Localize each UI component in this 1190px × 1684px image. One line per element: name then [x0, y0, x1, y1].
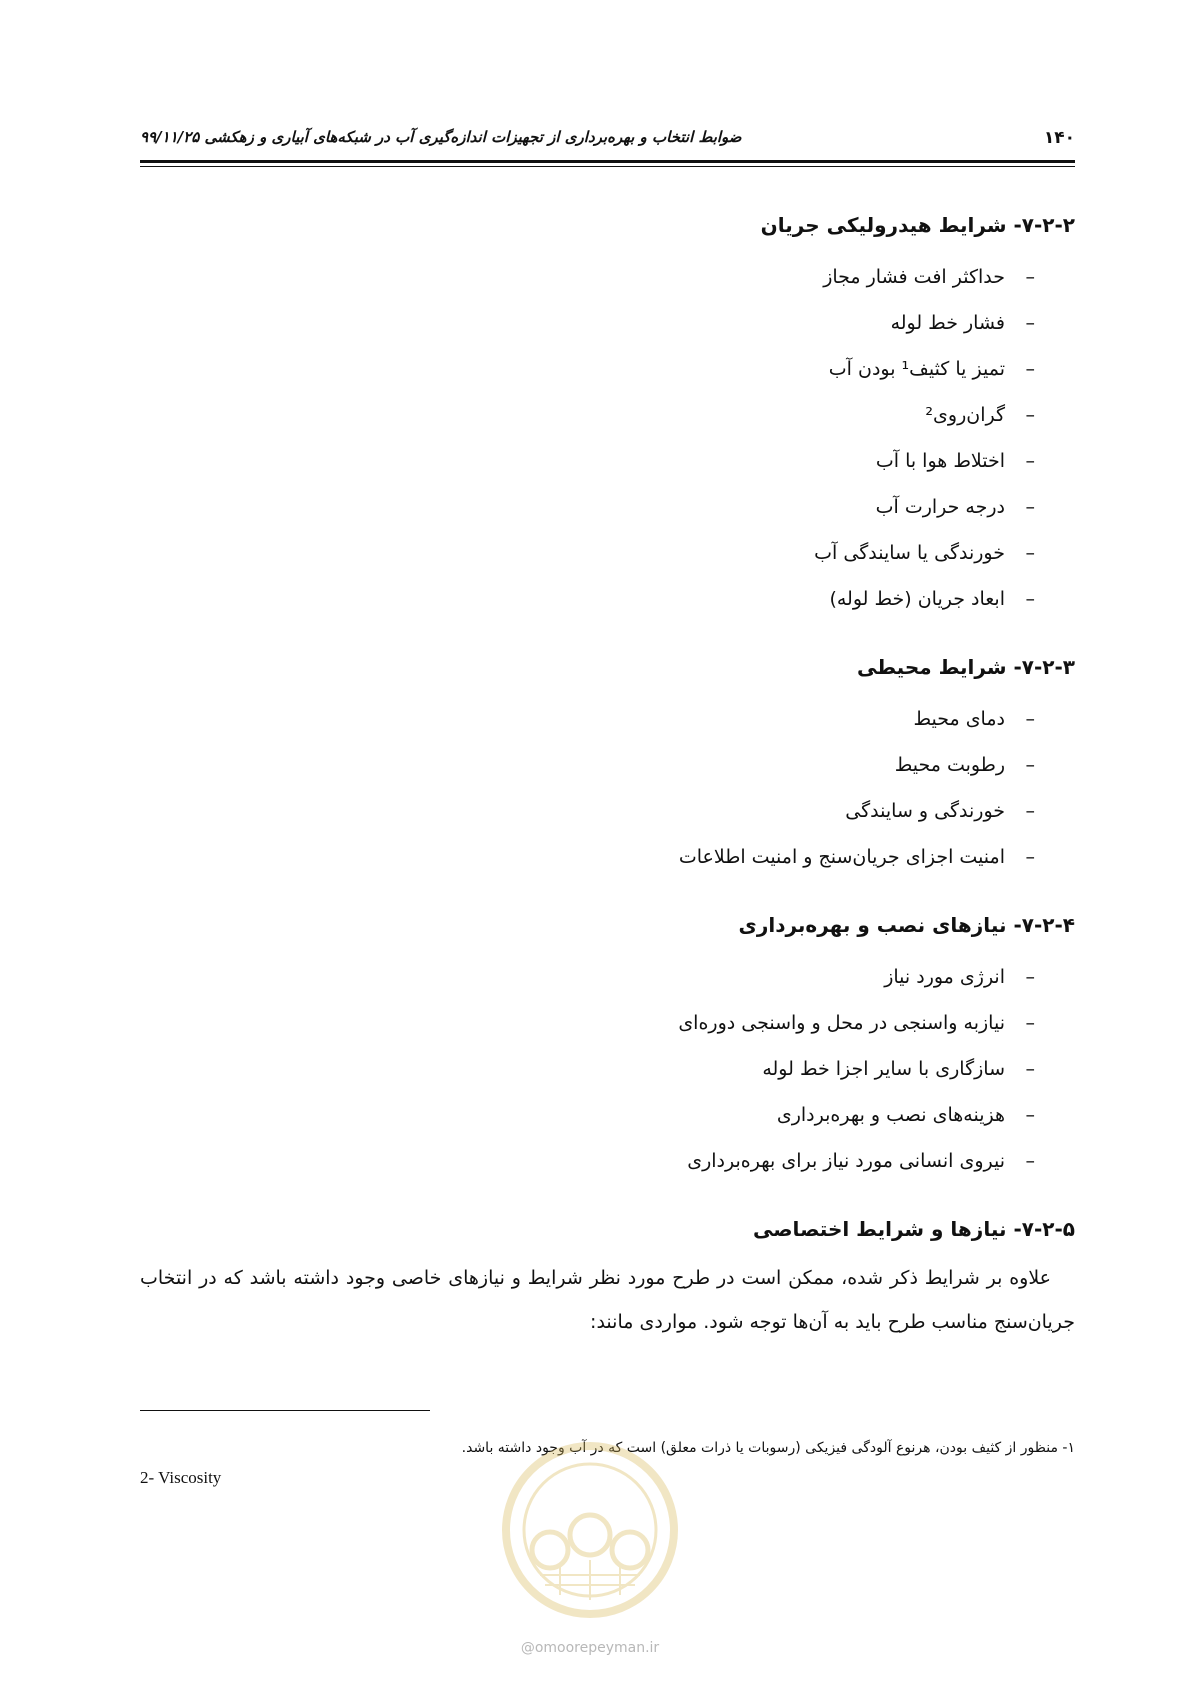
dash-bullet-icon: – [1025, 450, 1035, 472]
footnote-divider [140, 1410, 430, 1411]
list-item: –حداکثر افت فشار مجاز [140, 254, 1035, 300]
section-spacer [140, 622, 1075, 652]
installation-requirements-list [140, 954, 1075, 1184]
footnote-2: 2- Viscosity [140, 1468, 222, 1487]
list-item: –ابعاد جریان (خط لوله) [140, 576, 1035, 622]
dash-bullet-icon: – [1025, 358, 1035, 380]
dash-bullet-icon: – [1025, 754, 1035, 776]
watermark-site-text: @omoorepeyman.ir [520, 1640, 660, 1656]
dash-bullet-icon: – [1025, 404, 1035, 426]
page-header [140, 128, 1075, 152]
header-rule-thick [140, 160, 1075, 163]
list-item: –درجه حرارت آب [140, 484, 1035, 530]
list-item: –هزینه‌های نصب و بهره‌برداری [140, 1092, 1035, 1138]
footnote-1: ۱- منظور از کثیف بودن، هرنوع آلودگی فیزیکی (رسوبات یا ذرات معلق) است که در آب وجود داشته باشد. [461, 1440, 1075, 1456]
list-item: –نیازبه واسنجی در محل و واسنجی دوره‌ای [140, 1000, 1035, 1046]
section-heading-special: ۷-۲-۵- نیازها و شرایط اختصاصی [753, 1217, 1075, 1241]
list-item: –خورندگی یا سایندگی آب [140, 530, 1035, 576]
dash-bullet-icon: – [1025, 542, 1035, 564]
dash-bullet-icon: – [1025, 966, 1035, 988]
dash-bullet-icon: – [1025, 1058, 1035, 1080]
environmental-conditions-list [140, 696, 1075, 880]
dash-bullet-icon: – [1025, 1150, 1035, 1172]
list-item: –تمیز یا کثیف¹ بودن آب [140, 346, 1035, 392]
section-heading-hydraulic: ۷-۲-۲- شرایط هیدرولیکی جریان [760, 213, 1075, 237]
section-heading-installation: ۷-۲-۴- نیازهای نصب و بهره‌برداری [738, 913, 1075, 937]
section-heading-environment: ۷-۲-۳- شرایط محیطی [856, 655, 1075, 679]
list-item: –اختلاط هوا با آب [140, 438, 1035, 484]
dash-bullet-icon: – [1025, 312, 1035, 334]
list-item: –نیروی انسانی مورد نیاز برای بهره‌برداری [140, 1138, 1035, 1184]
dash-bullet-icon: – [1025, 496, 1035, 518]
watermark-seal-icon [500, 1440, 680, 1620]
special-requirements-paragraph: علاوه بر شرایط ذکر شده، ممکن است در طرح مورد نظر شرایط و نیازهای خاصی وجود داشته باشد که در انتخاب جریان‌سنج مناسب طرح باید به آن‌ها توجه شود. مواردی مانند: [140, 1267, 1075, 1333]
main-content [140, 210, 1075, 1344]
list-item: –رطوبت محیط [140, 742, 1035, 788]
list-item: –انرژی مورد نیاز [140, 954, 1035, 1000]
dash-bullet-icon: – [1025, 800, 1035, 822]
section-spacer [140, 880, 1075, 910]
dash-bullet-icon: – [1025, 588, 1035, 610]
page-number: ۱۴۰ [1043, 128, 1075, 148]
section-spacer [140, 1184, 1075, 1214]
list-item: –امنیت اجزای جریان‌سنج و امنیت اطلاعات [140, 834, 1035, 880]
dash-bullet-icon: – [1025, 846, 1035, 868]
list-item: –گران‌روی² [140, 392, 1035, 438]
list-item: –فشار خط لوله [140, 300, 1035, 346]
list-item: –خورندگی و سایندگی [140, 788, 1035, 834]
running-title: ضوابط انتخاب و بهره‌برداری از تجهیزات اندازه‌گیری آب در شبکه‌های آبیاری و زهکشی ۹۹/۱۱/۲۵ [140, 128, 742, 146]
dash-bullet-icon: – [1025, 1012, 1035, 1034]
header-rule-thin [140, 166, 1075, 167]
list-item: –سازگاری با سایر اجزا خط لوله [140, 1046, 1035, 1092]
dash-bullet-icon: – [1025, 1104, 1035, 1126]
list-item: –دمای محیط [140, 696, 1035, 742]
hydraulic-conditions-list [140, 254, 1075, 622]
dash-bullet-icon: – [1025, 708, 1035, 730]
dash-bullet-icon: – [1025, 266, 1035, 288]
